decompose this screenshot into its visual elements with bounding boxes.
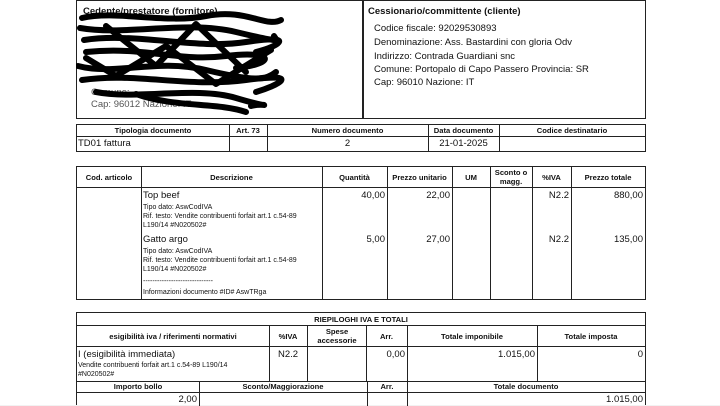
- riep-arr: 0,00: [386, 349, 405, 360]
- riepiloghi-table: [76, 312, 646, 405]
- th-riep-iva: %IVA: [278, 332, 298, 341]
- item-1-prezzo-unitario: 22,00: [426, 190, 450, 201]
- codice-fiscale: Codice fiscale: 92029530893: [374, 23, 497, 34]
- riep-iva: N2.2: [277, 349, 299, 360]
- riep-totale-imponibile: 1.015,00: [498, 349, 535, 360]
- item-2-descrizione: Gatto argo: [143, 234, 188, 245]
- riep-rif-norm: Vendite contribuenti forfait art.1 c.54-89 L190/14 #N020502#: [78, 362, 228, 378]
- th-tipologia: Tipologia documento: [114, 126, 192, 135]
- info-documento: Informazioni documento #ID# AswTRga: [143, 289, 267, 296]
- th-art73: Art. 73: [236, 126, 260, 135]
- cessionario-title: Cessionario/committente (cliente): [368, 6, 521, 17]
- tipologia-value: TD01 fattura: [78, 138, 131, 149]
- th-sconto: Sconto o magg.: [494, 168, 528, 186]
- item-2-rif1: Rif. testo: Vendite contribuenti forfait art.1 c.54-89: [143, 257, 297, 264]
- cedente-comune: Comune: ...: [91, 87, 141, 98]
- th-quantita: Quantità: [339, 173, 370, 182]
- th-importo-bollo: Importo bollo: [113, 382, 163, 391]
- riep-totale-imposta: 0: [637, 349, 643, 360]
- th-data: Data documento: [433, 126, 494, 135]
- item-2-quantita: 5,00: [366, 234, 385, 245]
- th-totale-imposta: Totale imposta: [564, 332, 618, 341]
- importo-bollo-value: 2,00: [178, 394, 197, 405]
- item-1-tipo: Tipo dato: AswCodIVA: [143, 204, 213, 211]
- item-2-prezzo-totale: 135,00: [613, 234, 643, 245]
- th-numero: Numero documento: [311, 126, 384, 135]
- item-2-rif2: L190/14 #N020502#: [143, 266, 207, 273]
- th-codice-dest: Codice destinatario: [536, 126, 608, 135]
- separator-line: ------------------------------: [143, 278, 213, 285]
- item-1-iva: N2.2: [548, 190, 569, 201]
- th-cod-articolo: Cod. articolo: [85, 173, 133, 182]
- item-1-prezzo-totale: 880,00: [613, 190, 643, 201]
- data-value: 21-01-2025: [439, 138, 488, 149]
- item-1-rif1: Rif. testo: Vendite contribuenti forfait art.1 c.54-89: [143, 213, 297, 220]
- th-spese: Spese accessorie: [317, 327, 357, 345]
- th-iva: %IVA: [542, 173, 561, 182]
- th-riep-arr: Arr.: [379, 332, 394, 341]
- th-totale-documento: Totale documento: [493, 382, 559, 391]
- cedente-title: Cedente/prestatore (fornitore): [83, 6, 218, 17]
- th-um: UM: [465, 173, 477, 182]
- th-footer-arr: Arr.: [380, 382, 394, 391]
- riep-esigibilita: I (esigibilità immediata): [78, 349, 176, 360]
- totale-documento-value: 1.015,00: [606, 394, 643, 405]
- comune: Comune: Portopalo di Capo Passero Provincia: SR: [374, 64, 589, 75]
- indirizzo: Indirizzo: Contrada Guardiani snc: [374, 51, 515, 62]
- th-descrizione: Descrizione: [210, 173, 253, 182]
- th-esigibilita: esigibilità iva / riferimenti normativi: [109, 332, 237, 341]
- redaction-scribble: [76, 6, 286, 124]
- cedente-cap: Cap: 96012 Nazione: IT: [91, 99, 192, 110]
- item-2-iva: N2.2: [548, 234, 569, 245]
- denominazione: Denominazione: Ass. Bastardini con gloria Odv: [374, 37, 573, 48]
- item-2-prezzo-unitario: 27,00: [426, 234, 450, 245]
- numero-value: 2: [344, 138, 351, 149]
- th-prezzo-unitario: Prezzo unitario: [392, 173, 447, 182]
- item-1-quantita: 40,00: [361, 190, 385, 201]
- th-sconto-maggiorazione: Sconto/Maggiorazione: [242, 382, 324, 391]
- th-totale-imponibile: Totale imponibile: [441, 332, 503, 341]
- document-info-table: [76, 124, 646, 152]
- cap: Cap: 96010 Nazione: IT: [374, 77, 475, 88]
- items-table: [76, 166, 646, 300]
- cessionario-box: [363, 0, 646, 119]
- th-prezzo-totale: Prezzo totale: [584, 173, 632, 182]
- item-1-rif2: L190/14 #N020502#: [143, 222, 207, 229]
- item-1-descrizione: Top beef: [143, 190, 180, 201]
- riepiloghi-title: RIEPILOGHI IVA E TOTALI: [314, 315, 408, 324]
- item-2-tipo: Tipo dato: AswCodIVA: [143, 248, 213, 255]
